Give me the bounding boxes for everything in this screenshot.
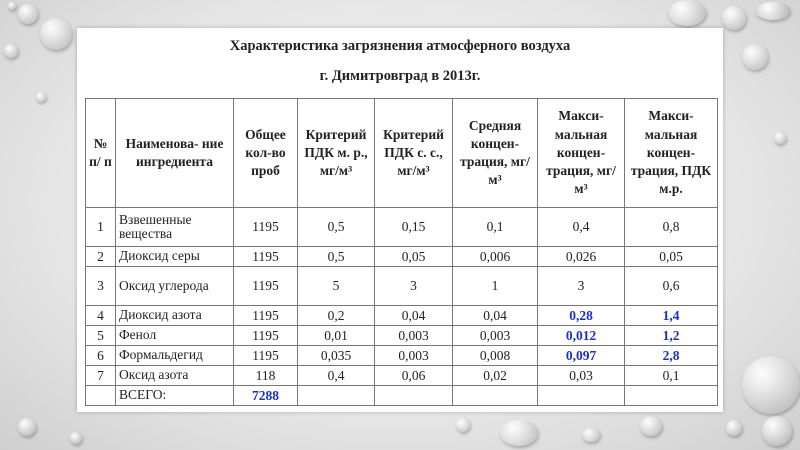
row-max-pdk: 2,8	[625, 346, 718, 366]
row-ingredient: Формальдегид	[116, 346, 234, 366]
water-drop-decoration	[726, 420, 742, 436]
water-drop-decoration	[36, 92, 46, 102]
slide-subtitle: г. Димитровград в 2013г.	[319, 68, 481, 84]
row-avg: 0,04	[453, 306, 538, 326]
header-max-concentration-pdk: Макси- мальная концен- трация, ПДК м.р.	[625, 99, 718, 208]
header-number: № п/ п	[86, 99, 116, 208]
row-max-pdk: 1,4	[625, 306, 718, 326]
water-drop-decoration	[4, 44, 18, 58]
table-row	[86, 306, 718, 326]
row-ingredient: Диоксид азота	[116, 306, 234, 326]
row-total: 1195	[234, 346, 298, 366]
total-row-label: ВСЕГО:	[116, 386, 234, 406]
slide-title: Характеристика загрязнения атмосферного воздуха	[229, 38, 571, 54]
row-number: 5	[86, 326, 116, 346]
row-pdk-mr: 0,2	[298, 306, 375, 326]
row-total: 1195	[234, 306, 298, 326]
row-pdk-mr: 5	[298, 267, 375, 306]
header-total-samples: Общее кол-во проб	[234, 99, 298, 208]
slide-card	[77, 28, 723, 412]
water-drop-decoration	[756, 2, 790, 20]
row-total: 1195	[234, 326, 298, 346]
row-avg: 1	[453, 267, 538, 306]
water-drop-decoration	[582, 428, 600, 442]
row-pdk-ss: 0,003	[375, 326, 453, 346]
row-max: 0,28	[538, 306, 625, 326]
row-pdk-ss: 0,04	[375, 306, 453, 326]
row-pdk-mr: 0,035	[298, 346, 375, 366]
row-max-pdk: 0,05	[625, 247, 718, 267]
total-row-empty-cell	[538, 386, 625, 406]
header-avg-concentration: Средняя концен- трация, мг/м³	[453, 99, 538, 208]
total-row-empty-cell	[625, 386, 718, 406]
table-total-row	[86, 386, 718, 406]
row-pdk-ss: 0,05	[375, 247, 453, 267]
row-number: 7	[86, 366, 116, 386]
pollution-table	[85, 98, 718, 406]
water-drop-decoration	[456, 418, 470, 432]
row-max: 0,03	[538, 366, 625, 386]
header-pdk-ss: Критерий ПДК с. с., мг/м³	[375, 99, 453, 208]
row-max-pdk: 0,6	[625, 267, 718, 306]
row-max-pdk: 0,1	[625, 366, 718, 386]
row-number: 2	[86, 247, 116, 267]
row-pdk-ss: 0,06	[375, 366, 453, 386]
water-drop-decoration	[18, 418, 36, 436]
row-max: 3	[538, 267, 625, 306]
table-row	[86, 326, 718, 346]
total-row-empty-cell	[298, 386, 375, 406]
table-row	[86, 346, 718, 366]
water-drop-decoration	[40, 18, 72, 50]
row-number: 3	[86, 267, 116, 306]
row-max: 0,012	[538, 326, 625, 346]
row-total: 1195	[234, 208, 298, 247]
water-drop-decoration	[640, 416, 662, 436]
row-total: 118	[234, 366, 298, 386]
total-row-empty-cell	[453, 386, 538, 406]
row-avg: 0,006	[453, 247, 538, 267]
header-max-concentration: Макси- мальная концен- трация, мг/м³	[538, 99, 625, 208]
water-drop-decoration	[742, 356, 800, 414]
row-max: 0,4	[538, 208, 625, 247]
row-ingredient: Взвешенные вещества	[116, 208, 234, 247]
water-drop-decoration	[742, 44, 768, 70]
row-ingredient: Оксид азота	[116, 366, 234, 386]
water-drop-decoration	[8, 2, 16, 10]
row-avg: 0,003	[453, 326, 538, 346]
row-max: 0,026	[538, 247, 625, 267]
row-avg: 0,008	[453, 346, 538, 366]
row-max-pdk: 1,2	[625, 326, 718, 346]
total-row-number-empty	[86, 386, 116, 406]
water-drop-decoration	[774, 132, 786, 144]
water-drop-decoration	[722, 6, 746, 30]
row-pdk-mr: 0,5	[298, 208, 375, 247]
row-pdk-mr: 0,5	[298, 247, 375, 267]
row-pdk-ss: 0,15	[375, 208, 453, 247]
row-total: 1195	[234, 247, 298, 267]
row-max-pdk: 0,8	[625, 208, 718, 247]
row-number: 1	[86, 208, 116, 247]
header-pdk-mr: Критерий ПДК м. р., мг/м³	[298, 99, 375, 208]
row-ingredient: Фенол	[116, 326, 234, 346]
water-drop-decoration	[762, 416, 792, 446]
total-row-empty-cell	[375, 386, 453, 406]
row-max: 0,097	[538, 346, 625, 366]
total-row-samples: 7288	[234, 386, 298, 406]
table-header-row	[86, 99, 718, 208]
row-ingredient: Диоксид серы	[116, 247, 234, 267]
header-name: Наименова- ние ингредиента	[116, 99, 234, 208]
row-avg: 0,02	[453, 366, 538, 386]
row-avg: 0,1	[453, 208, 538, 247]
water-drop-decoration	[500, 420, 538, 446]
row-total: 1195	[234, 267, 298, 306]
row-pdk-mr: 0,4	[298, 366, 375, 386]
table-row	[86, 247, 718, 267]
row-number: 6	[86, 346, 116, 366]
row-pdk-ss: 0,003	[375, 346, 453, 366]
row-pdk-mr: 0,01	[298, 326, 375, 346]
table-row	[86, 366, 718, 386]
water-drop-decoration	[70, 432, 82, 444]
row-ingredient: Оксид углерода	[116, 267, 234, 306]
table-row	[86, 267, 718, 306]
row-number: 4	[86, 306, 116, 326]
table-row	[86, 208, 718, 247]
row-pdk-ss: 3	[375, 267, 453, 306]
water-drop-decoration	[18, 4, 38, 24]
water-drop-decoration	[668, 0, 706, 26]
